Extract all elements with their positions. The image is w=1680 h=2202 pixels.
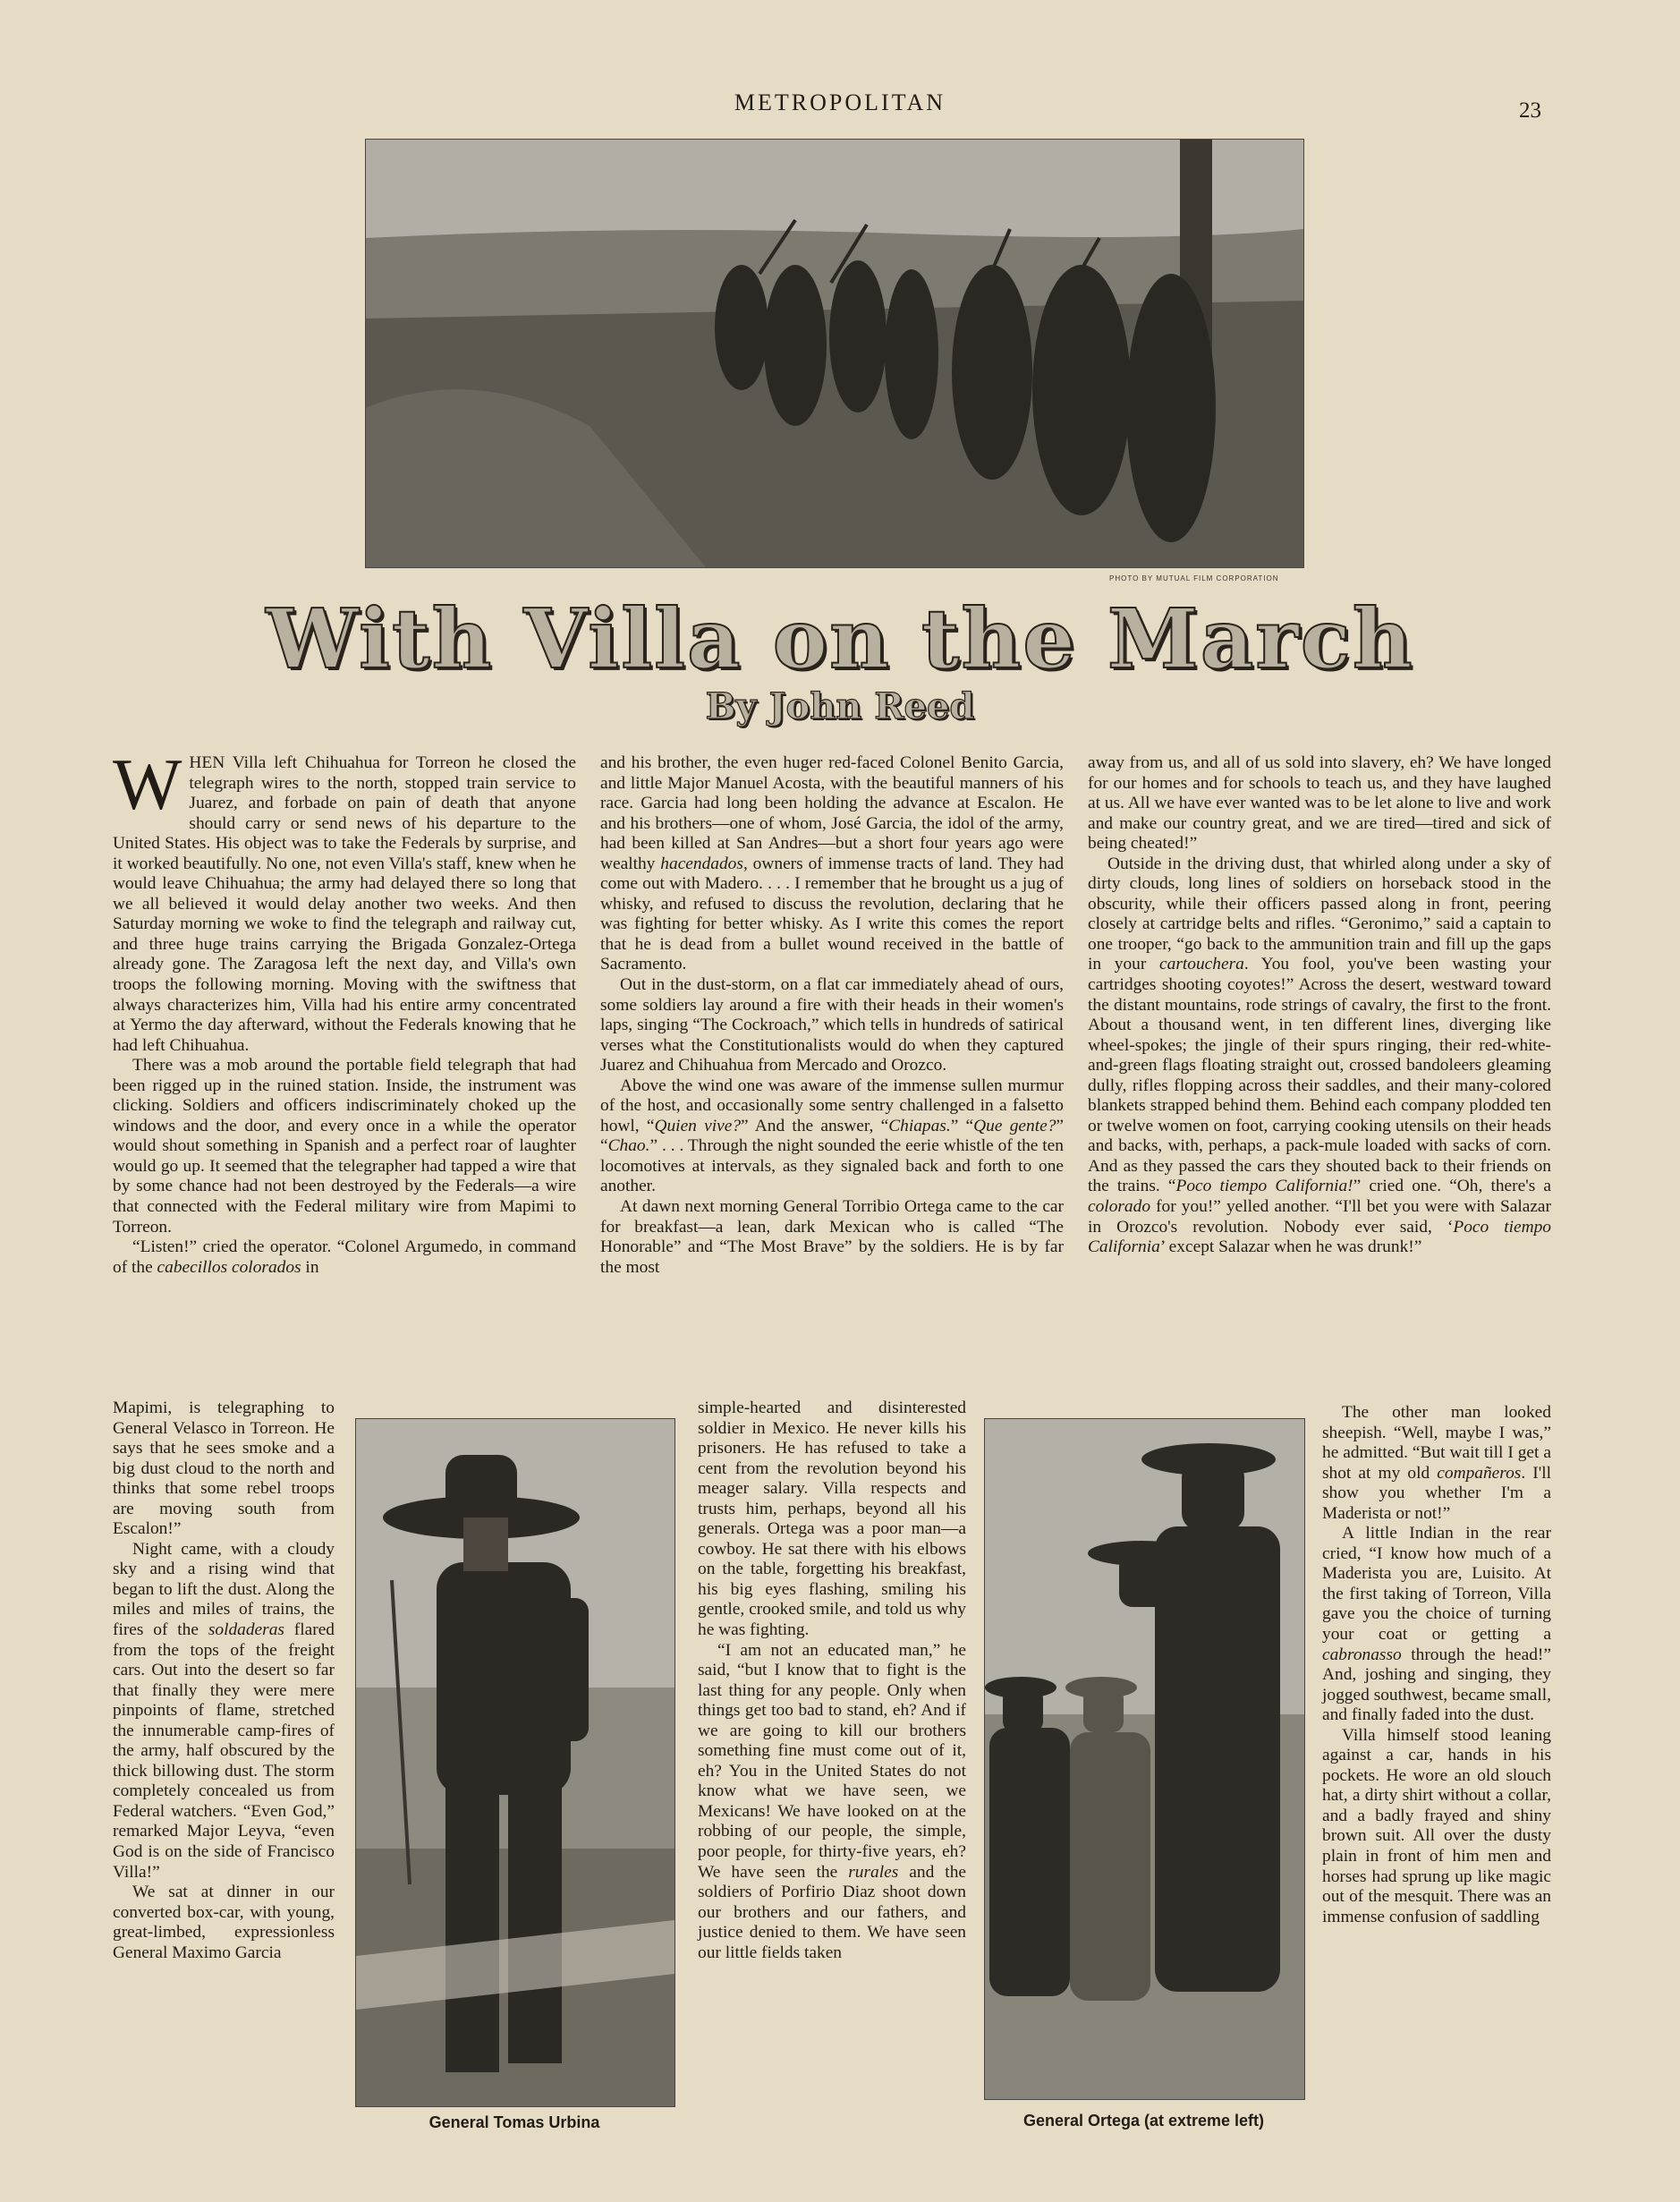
col1-para-4-italic: soldaderas	[208, 1620, 284, 1640]
col2-para-3c: ” And the answer, “	[741, 1116, 889, 1135]
col2-para-3e: ” “	[950, 1116, 974, 1135]
col3-para-5: Villa himself stood leaning against a car, hands in his pockets. He wore an old slouch hat, a dirty shirt without a collar, and a badly frayed and shiny brown suit. All over the dusty plain in front of him men and horses had sprung up like magic out of the mesquit. There was an immense confusion of saddling	[1322, 1725, 1551, 1926]
photo-general-ortega	[984, 1418, 1305, 2100]
col1-para-4c: flared from the tops of the freight cars. Out into the desert so far that finally they were mere pinpoints of flame, stretched the innumerable camp-fires of the army, half obscured by the thick billowing dust. The storm completely concealed us from Federal watchers. “Even God,” remarked Major Leyva, “even God is on the side of Francisco Villa!”	[113, 1620, 335, 1882]
col3-para-2a: Outside in the driving dust, that whirled along under a sky of dirty clouds, long lines of soldiers on horseback stood in the obscurity, while their officers passed along in front, peering closely at cartridge belts and rifles. “Geronimo,” said a captain to one trooper, “go back to the ammunition train and fill up the gaps in your	[1088, 854, 1551, 974]
photo-credit: PHOTO BY MUTUAL FILM CORPORATION	[1109, 574, 1279, 582]
magazine-header: METROPOLITAN	[734, 89, 946, 115]
col2-para-2: Out in the dust-storm, on a flat car immediately ahead of ours, some soldiers lay around a fire with their heads in their women's laps, singing “The Cockroach,” which tells in hundreds of satirical verses what the Constitutionalists would do when they captured Juarez and Chihuahua from Mercado and Orozco.	[600, 975, 1064, 1075]
col3-para-4a: A little Indian in the rear cried, “I know how much of a Maderista you are, Luisito. At the first taking of Torreon, Villa gave you the choice of turning your coat or getting a	[1322, 1524, 1551, 1645]
col3-para-3: The other man looked sheepish. “Well, maybe I was,” he admitted. “But wait till I get a shot at my old	[1322, 1403, 1551, 1483]
drop-cap: W	[113, 744, 182, 825]
article-title: With Villa on the March	[266, 591, 1414, 687]
col2-para-4: At dawn next morning General Torribio Ortega came to the car for breakfast—a lean, dark Mexican who is called “The Honorable” and “The Most Brave” by the soldiers. He is by far the most	[600, 1197, 1064, 1277]
col1-para-3c: in	[301, 1257, 319, 1277]
col1-para-3d: Mapimi, is telegraphing to General Velasco in Torreon. He says that he sees smoke and a big dust cloud to the north and thinks that some rebel troops are moving south from Escalon!”	[113, 1399, 335, 1539]
column-1-lower	[113, 1399, 335, 1963]
col2-para-1a: and his brother, the even huger red-faced Colonel Benito Garcia, and little Major Manuel Acosta, with the beautiful manners of his race. Garcia had long been holding the advance at Escalon. He and his brothers—one of whom, José Garcia, the idol of the army, had been killed at San Andres—but a short four years ago were wealthy	[600, 753, 1064, 873]
col2-para-3-italic-d: Chiapas.	[888, 1116, 951, 1135]
col3-para-2-italic-d: Poco tiempo California!	[1175, 1177, 1353, 1196]
caption-ortega: General Ortega (at extreme left)	[1022, 2112, 1265, 2130]
col1-para-1: HEN Villa left Chihuahua for Torreon he closed the telegraph wires to the north, stopped train service to Juarez, and forbade on pain of death that anyone should carry or send news of his departure to the United States. His object was to take the Federals by surprise, and it worked beautifully. No one, not even Villa's staff, knew when he would leave Chihuahua; the army had delayed there so long that we all believed it would delay another two weeks. And then Saturday morning we woke to find the telegraph and railway cut, and three huge trains carrying the Brigada Gonzalez-Ortega already gone. The Zaragosa left the next day, and Villa's own troops the following morning. Moving with the swiftness that always characterizes him, Villa had his entire army concentrated at Yermo the day afterward, without the Federals knowing that he had left Chihuahua.	[113, 753, 576, 1055]
article-byline: By John Reed	[705, 685, 975, 727]
col2-para-1c: , owners of immense tracts of land. They had come out with Madero. . . . I remember that he brought us a jug of whisky, and refused to discuss the revolution, declaring that he was fighting for better whisky. As I write this comes the report that he is dead from a bullet wound received in the battle of Sacramento.	[600, 854, 1065, 974]
col2-para-5-italic: rurales	[848, 1862, 899, 1882]
col3-para-2e: ” cried one. “Oh, there's a	[1353, 1177, 1551, 1196]
col2-para-3a: Above the wind one was aware of the immense sullen murmur of the host, and occasionally some sentry challenged in a falsetto howl, “	[600, 1075, 1064, 1135]
top-photo-soldiers-marching	[365, 139, 1304, 568]
col3-para-3-italic: compañeros	[1437, 1463, 1522, 1483]
col2-para-3-italic-f: Que gente?	[973, 1116, 1056, 1135]
col2-para-3-italic-b: Quien vive?	[654, 1116, 742, 1135]
col2-para-3i: ” . . . Through the night sounded the eerie whistle of the ten locomotives at intervals, as they signaled back and forth to one another.	[600, 1136, 1064, 1196]
column-2-lower	[698, 1399, 966, 1963]
col3-para-2i: ’ except Salazar when he was drunk!”	[1159, 1237, 1422, 1257]
col2-para-5c: and the soldiers of Porfirio Diaz shoot down our brothers and our fathers, and justice denied to them. We have seen our little fields taken	[698, 1862, 966, 1962]
col1-para-3-italic: cabecillos colorados	[157, 1257, 301, 1277]
col1-para-4a: Night came, with a cloudy sky and a rising wind that began to lift the dust. Along the miles and miles of trains, the fires of the	[113, 1539, 335, 1640]
col2-para-5a: “I am not an educated man,” he said, “but I know that to fight is the last thing for any people. Only when things get too bad to stand, eh? And if we are going to kill our brothers something fine must come out of it, eh? You in the United States do not know what we have seen, we Mexicans! We have looked on at the robbing of our people, the simple, poor people, for thirty-five years, eh? We have seen the	[698, 1640, 966, 1882]
col2-para-4b: simple-hearted and disinterested soldier in Mexico. He never kills his prisoners. He has refused to take a cent from the revolution beyond his meager salary. Villa respects and trusts him, perhaps, beyond all his generals. Ortega was a poor man—a cowboy. He sat there with his elbows on the table, forgetting his breakfast, his big eyes flashing, smiling his gentle, crooked smile, and told us why he was fighting.	[698, 1399, 966, 1640]
col3-para-4-italic: cabronasso	[1322, 1645, 1402, 1664]
column-2-upper	[600, 753, 1064, 1278]
col2-para-3-italic-h: Chao.	[607, 1136, 650, 1156]
col3-para-2-italic-f: colorado	[1088, 1197, 1151, 1217]
col3-para-2c: . You fool, you've been wasting your cartridges shooting coyotes!” Across the desert, westward toward the distant mountains, rode strings of cavalry, the first to the front. About a thousand went, in ten different lines, diverging like wheel-spokes; the jingle of their spurs ringing, their red-white-and-green flags floating straight out, crossed bandoleers gleaming dully, rifles flopping across their saddles, and their many-colored blankets strapped behind them. Behind each company plodded ten or twelve women on foot, carrying cooking utensils on their heads and backs, with, perhaps, a pack-mule loaded with sacks of corn. And as they passed the cars they shouted back to their friends on the trains. “	[1088, 955, 1551, 1196]
column-1-upper	[113, 744, 576, 1278]
photo-general-urbina	[355, 1418, 675, 2107]
column-3-lower	[1322, 1403, 1551, 1927]
column-3-upper	[1088, 753, 1551, 1258]
col1-para-5: We sat at dinner in our converted box-car, with young, great-limbed, expressionless General Maximo Garcia	[113, 1883, 335, 1962]
col2-para-1-italic: hacendados	[660, 854, 743, 873]
col1-para-3a: “Listen!” cried the operator. “Colonel Argumedo, in command of the	[113, 1237, 576, 1277]
col3-para-1: away from us, and all of us sold into slavery, eh? We have longed for our homes and for schools to teach us, and they have laughed at us. All we have ever wanted was to be let alone to live and work and make our country great, and we are tired—tired and sick of being cheated!”	[1088, 753, 1551, 854]
col1-para-2: There was a mob around the portable field telegraph that had been rigged up in the ruined station. Inside, the instrument was clicking. Soldiers and officers indiscriminately choked up the windows and the door, and every once in a while the operator would shout something in Spanish and a perfect roar of laughter would go up. It seemed that the telegrapher had tapped a wire that by some chance had not been destroyed by the Federals—a wire that connected with the Federal military wire from Mapimi to Torreon.	[113, 1056, 576, 1237]
col3-para-2-italic-b: cartouchera	[1159, 955, 1244, 974]
col3-para-2-italic-h: Poco tiempo California	[1088, 1217, 1551, 1257]
col3-para-2g: for you!” yelled another. “I'll bet you were with Salazar in Orozco's revolution. Nobody ever said, ‘	[1088, 1197, 1551, 1237]
page-number: 23	[1519, 98, 1541, 123]
col2-para-3g: ” “	[600, 1116, 1065, 1156]
caption-urbina: General Tomas Urbina	[428, 2113, 600, 2131]
col3-para-3c: . I'll show you whether I'm a Maderista or not!”	[1322, 1463, 1552, 1523]
col3-para-4c: through the head!” And, joshing and singing, they jogged southwest, became small, and finally faded into the dust.	[1322, 1645, 1551, 1725]
